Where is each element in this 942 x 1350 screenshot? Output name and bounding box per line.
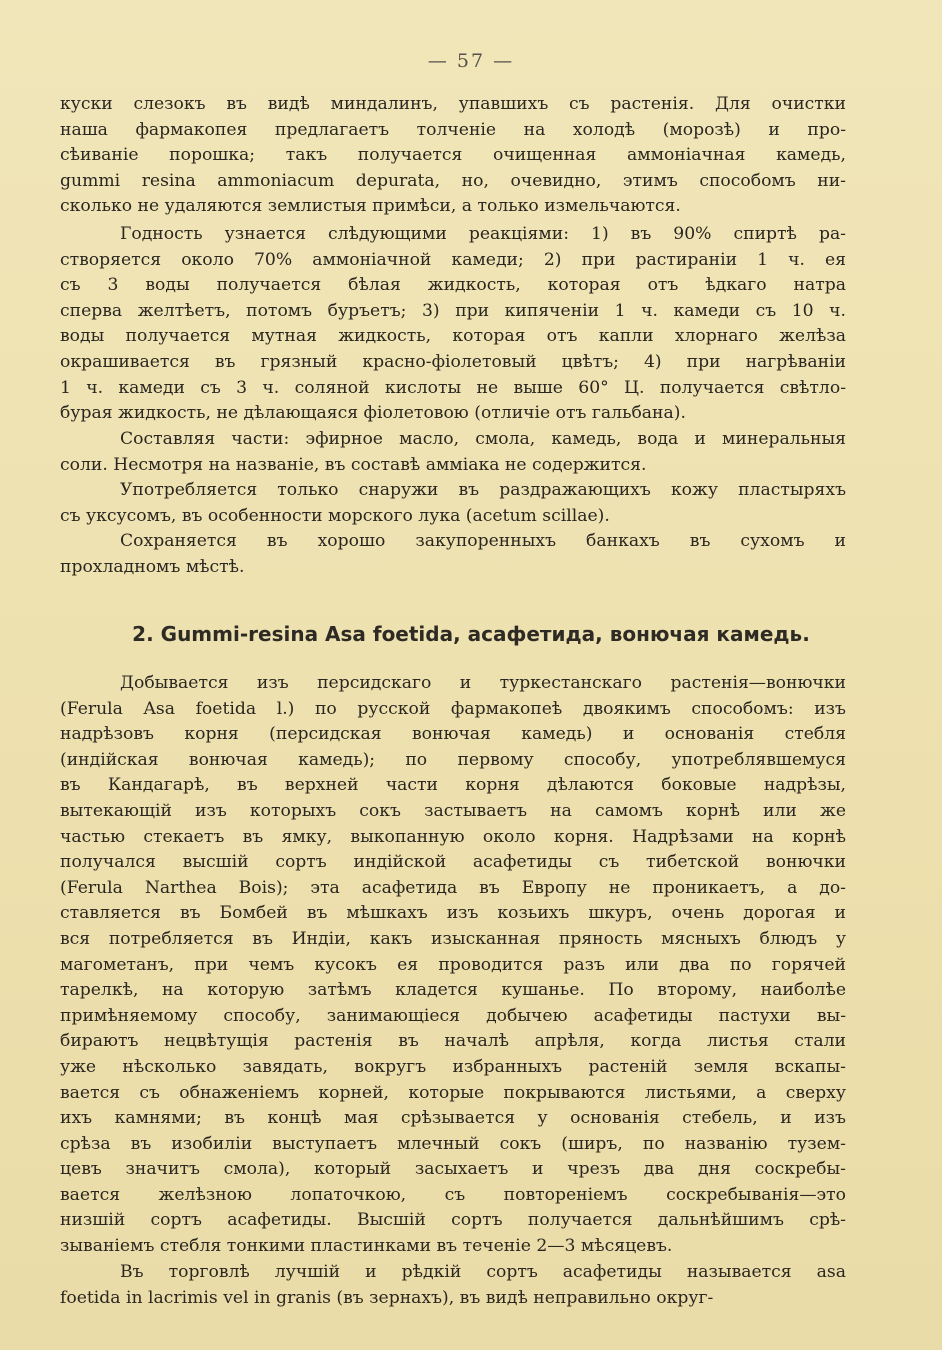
text-line: прохладномъ мѣстѣ.: [60, 556, 245, 577]
text-line: ихъ камнями; въ концѣ мая срѣзывается у основанія стебель, и изъ: [60, 1108, 846, 1129]
text-line: gummi resina ammoniacum depurata, но, очевидно, этимъ способомъ ни-: [60, 170, 846, 191]
paragraph-quality-tests: [60, 222, 846, 427]
text-line: зываніемъ стебля тонкими пластинками въ теченіе 2—3 мѣсяцевъ.: [60, 1236, 673, 1257]
text-line: foetida in lacrimis vel in granis (въ зернахъ), въ видѣ неправильно округ-: [60, 1287, 714, 1308]
page-number: — 57 —: [427, 50, 515, 72]
text-line: створяется около 70% аммоніачной камеди; 2) при растираніи 1 ч. ея: [60, 249, 846, 270]
text-line: магометанъ, при чемъ кусокъ ея проводится разъ или два по горячей: [60, 954, 846, 975]
text-line: уже нѣсколько завядать, вокругъ избранныхъ растеній земля вскапы-: [60, 1056, 846, 1077]
text-line: сколько не удаляются землистыя примѣси, а только измельчаются.: [60, 196, 681, 217]
text-line: бурая жидкость, не дѣлающаяся фіолетовою (отличіе отъ гальбана).: [60, 403, 686, 424]
text-line: вается съ обнаженіемъ корней, которые покрываются листьями, а сверху: [60, 1082, 846, 1103]
text-line: Въ торговлѣ лучшій и рѣдкій сортъ асафетиды называется asa: [120, 1262, 846, 1282]
text-line: Употребляется только снаружи въ раздражающихъ кожу пластыряхъ: [120, 480, 846, 500]
text-line: сперва желтѣетъ, потомъ буръетъ; 3) при кипяченіи 1 ч. камеди съ 10 ч.: [60, 300, 846, 321]
text-line: воды получается мутная жидкость, которая отъ капли хлорнаго желѣза: [60, 326, 846, 347]
text-line: срѣза въ изобиліи выступаетъ млечный сокъ (ширъ, по названію тузем-: [60, 1133, 846, 1154]
text-line: наша фармакопея предлагаетъ толченіе на холодѣ (морозѣ) и про-: [60, 119, 846, 140]
paragraph-components: [60, 427, 846, 478]
text-line: съ уксусомъ, въ особенности морского лука (acetum scillae).: [60, 505, 610, 526]
text-line: получался высшій сортъ индійской асафетиды съ тибетской вонючки: [60, 852, 846, 873]
text-line: вытекающій изъ которыхъ сокъ застываетъ на самомъ корнѣ или же: [60, 800, 846, 821]
text-line: (индійская вонючая камедь); по первому способу, употреблявшемуся: [60, 749, 846, 770]
paragraph-trade-grades: [60, 1260, 846, 1311]
text-line: Составляя части: эфирное масло, смола, камедь, вода и минеральныя: [120, 429, 846, 449]
text-line: низшій сортъ асафетиды. Высшій сортъ получается дальнѣйшимъ срѣ-: [60, 1210, 846, 1231]
text-line: 1 ч. камеди съ 3 ч. соляной кислоты не выше 60° Ц. получается свѣтло-: [60, 377, 846, 398]
text-line: бираютъ нецвѣтущія растенія въ началѣ апрѣля, когда листья стали: [60, 1031, 846, 1052]
text-line: съ 3 воды получается бѣлая жидкость, которая отъ ѣдкаго натра: [60, 275, 846, 296]
text-line: надрѣзовъ корня (персидская вонючая камедь) и основанія стебля: [60, 724, 846, 745]
paragraph-extraction: [60, 671, 846, 1260]
text-line: Сохраняется въ хорошо закупоренныхъ банкахъ въ сухомъ и: [120, 531, 846, 551]
text-line: (Ferula Narthea Bois); эта асафетида въ Европу не проникаетъ, а до-: [60, 877, 846, 898]
text-line: сѣиваніе порошка; такъ получается очищенная аммоніачная камедь,: [60, 145, 846, 166]
section-heading: 2. Gummi-resina Asa foetida, асафетида, вонючая камедь.: [132, 622, 810, 646]
paragraph-intro-continued: [60, 92, 846, 220]
text-line: соли. Несмотря на названіе, въ составѣ амміака не содержится.: [60, 454, 647, 475]
text-line: примѣняемому способу, занимающіеся добычею асафетиды пастухи вы-: [60, 1005, 846, 1026]
text-line: цевъ значитъ смола), который засыхаетъ и чрезъ два дня соскребы-: [60, 1159, 846, 1180]
text-line: Годность узнается слѣдующими реакціями: 1) въ 90% спиртѣ ра-: [120, 224, 846, 244]
text-line: вается желѣзною лопаточкою, съ повтореніемъ соскребыванія—это: [60, 1184, 846, 1205]
text-line: въ Кандагарѣ, въ верхней части корня дѣлаются боковые надрѣзы,: [60, 775, 846, 796]
text-line: частью стекаетъ въ ямку, выкопанную около корня. Надрѣзами на корнѣ: [60, 826, 846, 847]
text-line: окрашивается въ грязный красно-фіолетовый цвѣтъ; 4) при нагрѣваніи: [60, 351, 846, 372]
text-line: тарелкѣ, на которую затѣмъ кладется кушанье. По второму, наиболѣе: [60, 980, 846, 1001]
paragraph-storage: [60, 529, 846, 580]
text-line: (Ferula Asa foetida l.) по русской фармакопеѣ двоякимъ способомъ: изъ: [60, 698, 846, 719]
text-line: ставляется въ Бомбей въ мѣшкахъ изъ козьихъ шкуръ, очень дорогая и: [60, 903, 846, 924]
text-line: вся потребляется въ Индіи, какъ изысканная пряность мясныхъ блюдъ у: [60, 928, 846, 949]
paragraph-usage: [60, 478, 846, 529]
text-line: куски слезокъ въ видѣ миндалинъ, упавшихъ съ растенія. Для очистки: [60, 94, 846, 114]
text-line: Добывается изъ персидскаго и туркестанскаго растенія—вонючки: [120, 673, 846, 693]
